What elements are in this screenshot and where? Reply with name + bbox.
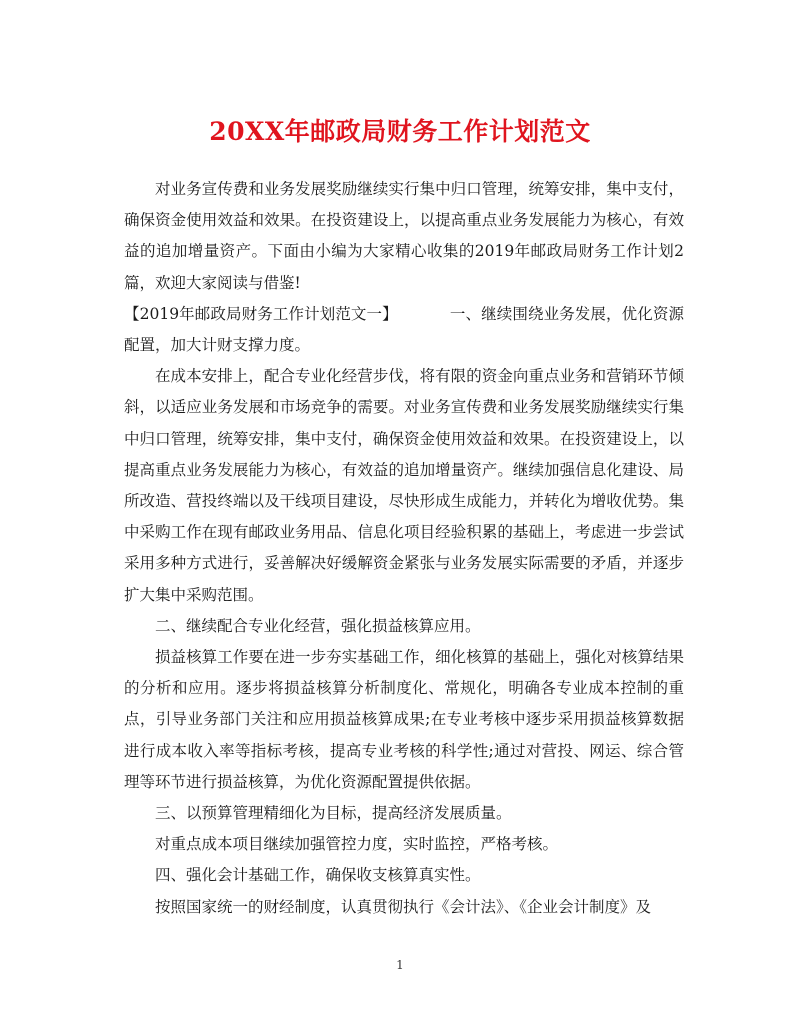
item2-body: 损益核算工作要在进一步夯实基础工作，细化核算的基础上，强化对核算结果的分析和应用。逐步将损益核算分析制度化、常规化，明确各专业成本控制的重点，引导业务部门关注和应用损益核算成果;在专业考核中逐步采用损益核算数据进行成本收入率等指标考核，提高专业考核的科学性;通过对营投、网运、综合管理等环节进行损益核算，为优化资源配置提供依据。: [124, 648, 684, 791]
intro-paragraph: 对业务宣传费和业务发展奖励继续实行集中归口管理，统筹安排，集中支付，确保资金使用效益和效果。在投资建设上，以提高重点业务发展能力为核心，有效益的追加增量资产。下面由小编为大家精心收集的2019年邮政局财务工作计划2篇，欢迎大家阅读与借鉴!: [124, 180, 684, 292]
document-title: 20XX年邮政局财务工作计划范文: [209, 117, 591, 146]
document-body: [124, 174, 684, 923]
item1-body: 在成本安排上，配合专业化经营步伐，将有限的资金向重点业务和营销环节倾斜，以适应业务发展和市场竞争的需要。对业务宣传费和业务发展奖励继续实行集中归口管理，统筹安排，集中支付，确保资金使用效益和效果。在投资建设上，以提高重点业务发展能力为核心，有效益的追加增量资产。继续加强信息化建设、局所改造、营投终端以及干线项目建设，尽快形成生成能力，并转化为增收优势。集中采购工作在现有邮政业务用品、信息化项目经验积累的基础上，考虑进一步尝试采用多种方式进行，妥善解决好缓解资金紧张与业务发展实际需要的矛盾，并逐步扩大集中采购范围。: [124, 367, 684, 604]
item1-heading: 一、继续围绕业务发展，优化资源配置，加大计财支撑力度。: [124, 304, 684, 355]
section-label: 【2019年邮政局财务工作计划范文一】: [124, 304, 398, 323]
item4-body: 按照国家统一的财经制度，认真贯彻执行《会计法》、《企业会计制度》及: [155, 897, 652, 916]
item2-heading: 二、继续配合专业化经营，强化损益核算应用。: [155, 616, 481, 635]
item3-body: 对重点成本项目继续加强管控力度，实时监控，严格考核。: [155, 835, 559, 854]
page-number: 1: [396, 958, 404, 972]
section-heading-line: [124, 299, 684, 361]
item3-heading: 三、以预算管理精细化为目标，提高经济发展质量。: [155, 804, 512, 823]
item4-heading: 四、强化会计基础工作，确保收支核算真实性。: [155, 866, 481, 885]
